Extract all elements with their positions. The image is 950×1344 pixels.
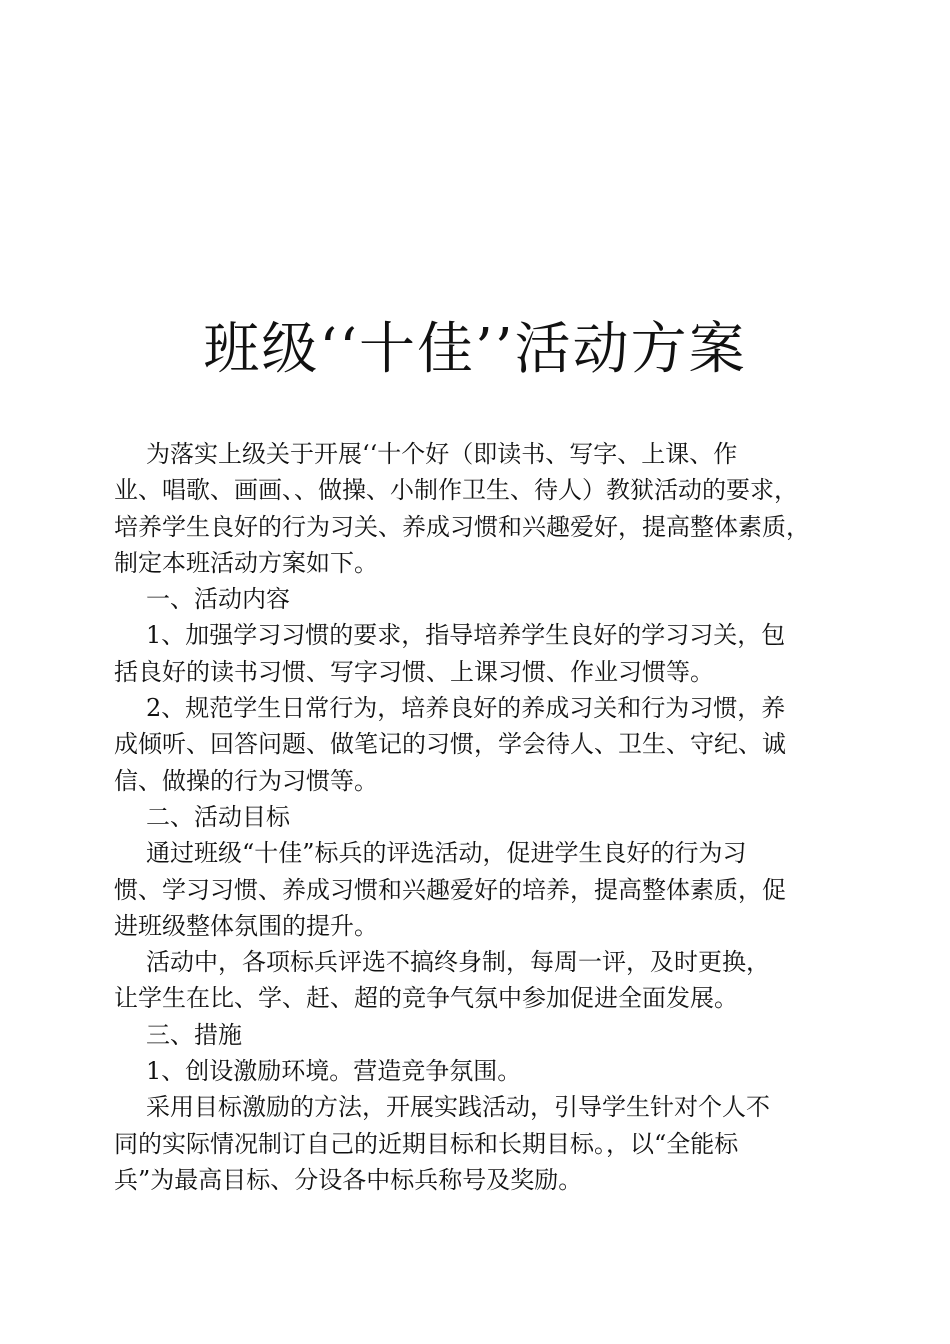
body-line: 制定本班活动方案如下。 [114,548,378,577]
body-line: 让学生在比、学、赶、超的竞争气氛中参加促进全面发展。 [114,984,738,1013]
body-line: 括良好的读书习惯、写字习惯、上课习惯、作业习惯等。 [114,657,714,686]
body-line: 成倾听、回答问题、做笔记的习惯，学会待人、卫生、守纪、诚 [114,730,786,759]
body-line: 1、创设激励环境。营造竞争氛围。 [146,1057,522,1086]
body-line: 业、唱歌、画画、、做操、小制作卫生、待人）教狱活动的要求， [114,476,798,505]
body-line: 为落实上级关于开展‘‘十个好（即读书、写字、上课、作 [146,440,738,468]
body-line: 一、活动内容 [146,585,290,614]
body-line: 培养学生良好的行为习关、养成习惯和兴趣爱好，提高整体素质， [114,512,810,541]
body-line: 进班级整体氛围的提升。 [114,911,378,940]
body-line: 采用目标激励的方法，开展实践活动，引导学生针对个人不 [146,1093,770,1122]
body-line: 活动中，各项标兵评选不搞终身制，每周一评，及时更换， [146,948,770,977]
body-line: 兵”为最高目标、分设各中标兵称号及奖励。 [114,1165,583,1194]
body-line: 二、活动目标 [146,802,290,831]
body-line: 2、规范学生日常行为，培养良好的养成习关和行为习惯，养 [146,694,786,723]
document-body [114,436,844,1198]
body-line: 三、措施 [146,1020,242,1049]
document-title: 班级‘‘十佳’’活动方案 [203,317,747,382]
body-line: 信、做操的行为习惯等。 [114,766,378,795]
body-line: 1、加强学习习惯的要求，指导培养学生良好的学习习关，包 [146,621,786,650]
body-line: 通过班级“十佳”标兵的评选活动，促进学生良好的行为习 [146,839,747,868]
body-line: 同的实际情况制订自己的近期目标和长期目标。，以“全能标 [114,1129,739,1158]
body-line: 惯、学习习惯、养成习惯和兴趣爱好的培养，提高整体素质，促 [114,875,786,904]
